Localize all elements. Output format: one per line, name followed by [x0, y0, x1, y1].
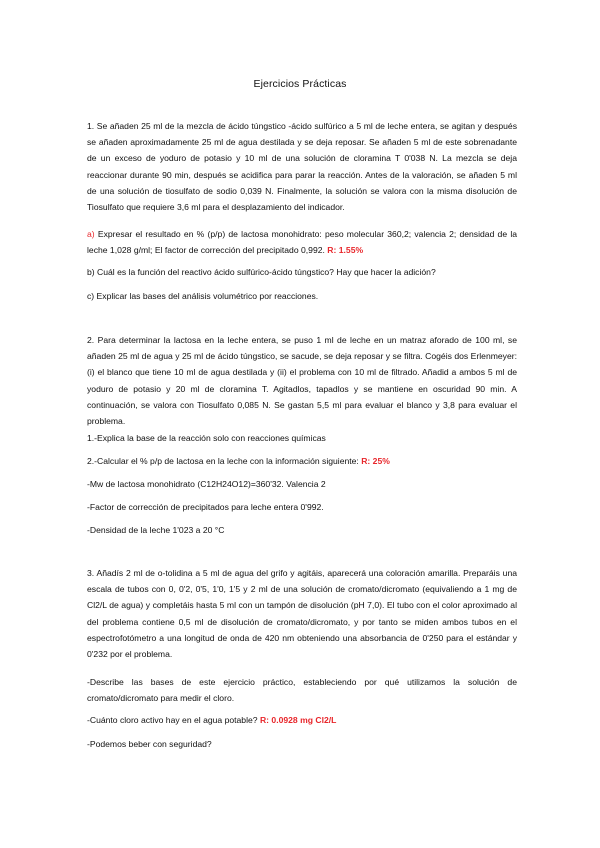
exercise-3-statement: 3. Añadís 2 ml de o-tolidina a 5 ml de agua del grifo y agitáis, aparecerá una coloración amarilla. Preparáis una escala de tubos con 0, 0'2, 0'5, 1'0, 1'5 y 2 ml de una solución de cromato/dicromato (equivaliendo a 1 mg de Cl2/L de agua) y completáis hasta 5 ml con un tampón de disolución (pH 7,0). El tubo con el color aproximado al del problema contiene 0,5 ml de disolución de cromato/dicromato, y por tanto se miden ambos tubos en el espectrofotómetro a una longitud de onda de 420 nm obteniendo una absorbancia de 0'250 para el estándar y 0'232 por el problema.	[87, 568, 517, 660]
question-a-label: a)	[87, 229, 95, 239]
question-2-answer: R: 25%	[361, 456, 390, 466]
exercise-1-question-c: c) Explicar las bases del análisis volumétrico por reacciones.	[87, 291, 319, 301]
exercise-2-statement: 2. Para determinar la lactosa en la leche entera, se puso 1 ml de leche en un matraz aforado de 100 ml, se añaden 25 ml de agua y 25 ml de ácido túngstico, se sacude, se deja reposar y se filtra. Cogéis dos Erlenmeyer:(i) el blanco que tiene 10 ml de agua destilada y (ii) el problema con 10 ml de filtrado. Añadid a ambos 5 ml de yoduro de potasio y 20 ml de cloramina T. Agitadlos, tapadlos y se mantiene en oscuridad 90 min. A continuación, se valora con Tiosulfato 0,085 N. Se gastan 5,5 ml para evaluar el blanco y 3,8 para evaluar el problema.	[87, 335, 517, 427]
exercise-2-data-density: -Densidad de la leche 1'023 a 20 °C	[87, 525, 225, 535]
exercise-3-question-3: -Podemos beber con seguridad?	[87, 739, 212, 749]
exercise-2-data-factor: -Factor de corrección de precipitados para leche entera 0'992.	[87, 502, 324, 512]
exercise-2-data-mw: -Mw de lactosa monohidrato (C12H24O12)=360'32. Valencia 2	[87, 479, 326, 489]
page-title: Ejercicios Prácticas	[253, 78, 347, 90]
exercise-2-question-1: 1.-Explica la base de la reacción solo con reacciones químicas	[87, 433, 326, 443]
exercise-3-question-1: -Describe las bases de este ejercicio práctico, estableciendo por qué utilizamos la solución de cromato/dicromato para medir el cloro.	[87, 677, 517, 704]
exercise-1-statement: 1. Se añaden 25 ml de la mezcla de ácido túngstico -ácido sulfúrico a 5 ml de leche entera, se agitan y después se añaden aproximadamente 25 ml de agua destilada y se deja reposar. Se añaden 5 ml de este sobrenadante de un exceso de yoduro de potasio y 10 ml de una solución de cloramina T 0'038 N. La mezcla se deja reaccionar durante 90 min, después se acidifica para parar la reacción. Antes de la valoración, se añaden 5 ml de una solución de tiosulfato de sodio 0,039 N. Finalmente, la solución se valora con la misma disolución de Tiosulfato que requiere 3,6 ml para el desplazamiento del indicador.	[87, 121, 517, 213]
exercise-1-question-a	[87, 226, 517, 258]
question-a-text: Expresar el resultado en % (p/p) de lactosa monohidrato: peso molecular 360,2; valencia 2; densidad de la leche 1,028 g/ml; El factor de corrección del precipitado 0,992.	[87, 229, 518, 256]
exercise-2-question-2	[87, 455, 527, 467]
question-2-text: 2.-Calcular el % p/p de lactosa en la leche con la información siguiente:	[87, 456, 359, 466]
question-a-answer: R: 1.55%	[327, 245, 364, 256]
question-chlorine-answer: R: 0.0928 mg Cl2/L	[259, 715, 337, 725]
exercise-1-question-b: b) Cuál es la función del reactivo ácido sulfúrico-ácido túngstico? Hay que hacer la adición?	[87, 267, 436, 277]
exercise-3-question-2	[87, 714, 527, 726]
question-chlorine-text: -Cuánto cloro activo hay en el agua potable?	[87, 715, 258, 725]
